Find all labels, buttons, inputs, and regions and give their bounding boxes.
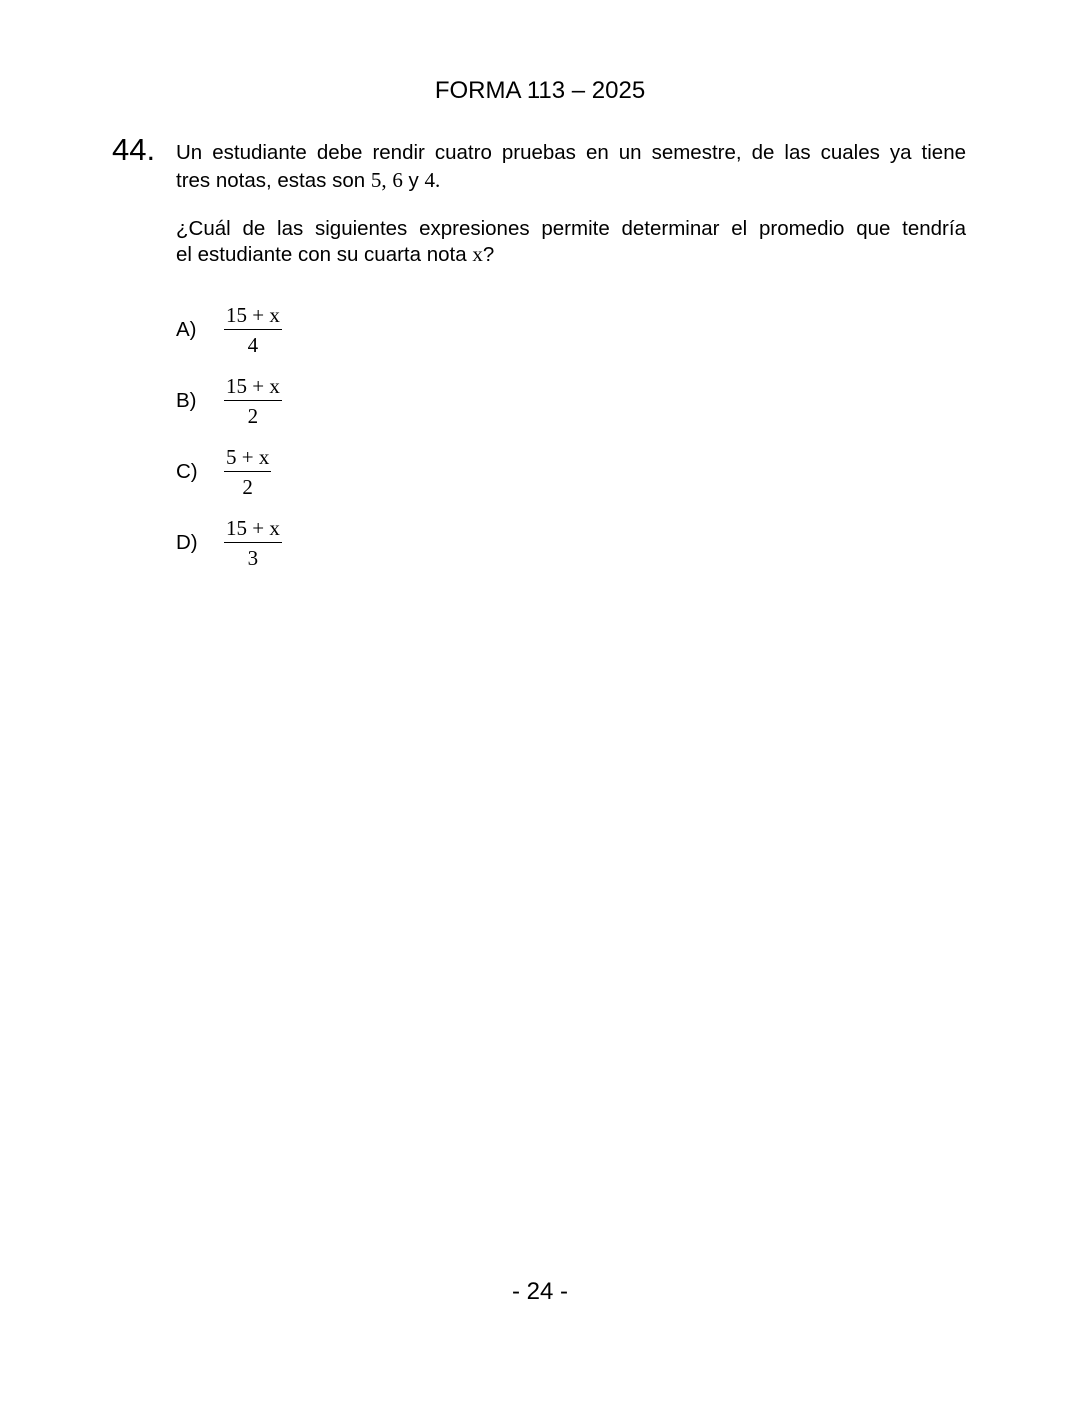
page-number: - 24 - [511, 1278, 568, 1305]
denominator: 2 [247, 404, 259, 428]
grade-1: 5 [370, 168, 382, 192]
question-text-line2 [176, 167, 966, 194]
grade-separator: , [381, 168, 387, 192]
prompt-line1: ¿Cuál de las siguientes expresiones permite determinar el promedio que tendría [176, 217, 966, 240]
numerator: 15 + x [224, 517, 282, 543]
fraction [224, 517, 282, 569]
numerator: 15 + x [224, 304, 282, 330]
grade-and: y [408, 169, 419, 192]
numerator: 15 + x [224, 375, 282, 401]
prompt-end: ? [482, 243, 495, 266]
form-header: FORMA 113 – 2025 [434, 77, 646, 104]
fraction [224, 446, 271, 498]
option-label: B) [176, 389, 197, 412]
fraction [224, 375, 282, 427]
option-label: C) [176, 460, 198, 483]
question-text-line1: Un estudiante debe rendir cuatro pruebas en un semestre, de las cuales ya tiene [176, 141, 966, 164]
denominator: 3 [247, 546, 259, 570]
grade-end: . [434, 168, 441, 192]
denominator: 4 [247, 333, 259, 357]
numerator: 5 + x [224, 446, 271, 472]
option-label: D) [176, 531, 198, 554]
question-text: tres notas, estas son [176, 169, 366, 192]
grade-2: 6 [392, 168, 403, 192]
option-label: A) [176, 318, 197, 341]
question-number: 44. [112, 132, 156, 167]
prompt-variable: x [472, 242, 483, 266]
denominator: 2 [242, 475, 253, 499]
grade-3: 4 [424, 168, 435, 192]
fraction [224, 304, 282, 356]
prompt-line2 [176, 241, 966, 268]
prompt-text: el estudiante con su cuarta nota [176, 243, 467, 266]
